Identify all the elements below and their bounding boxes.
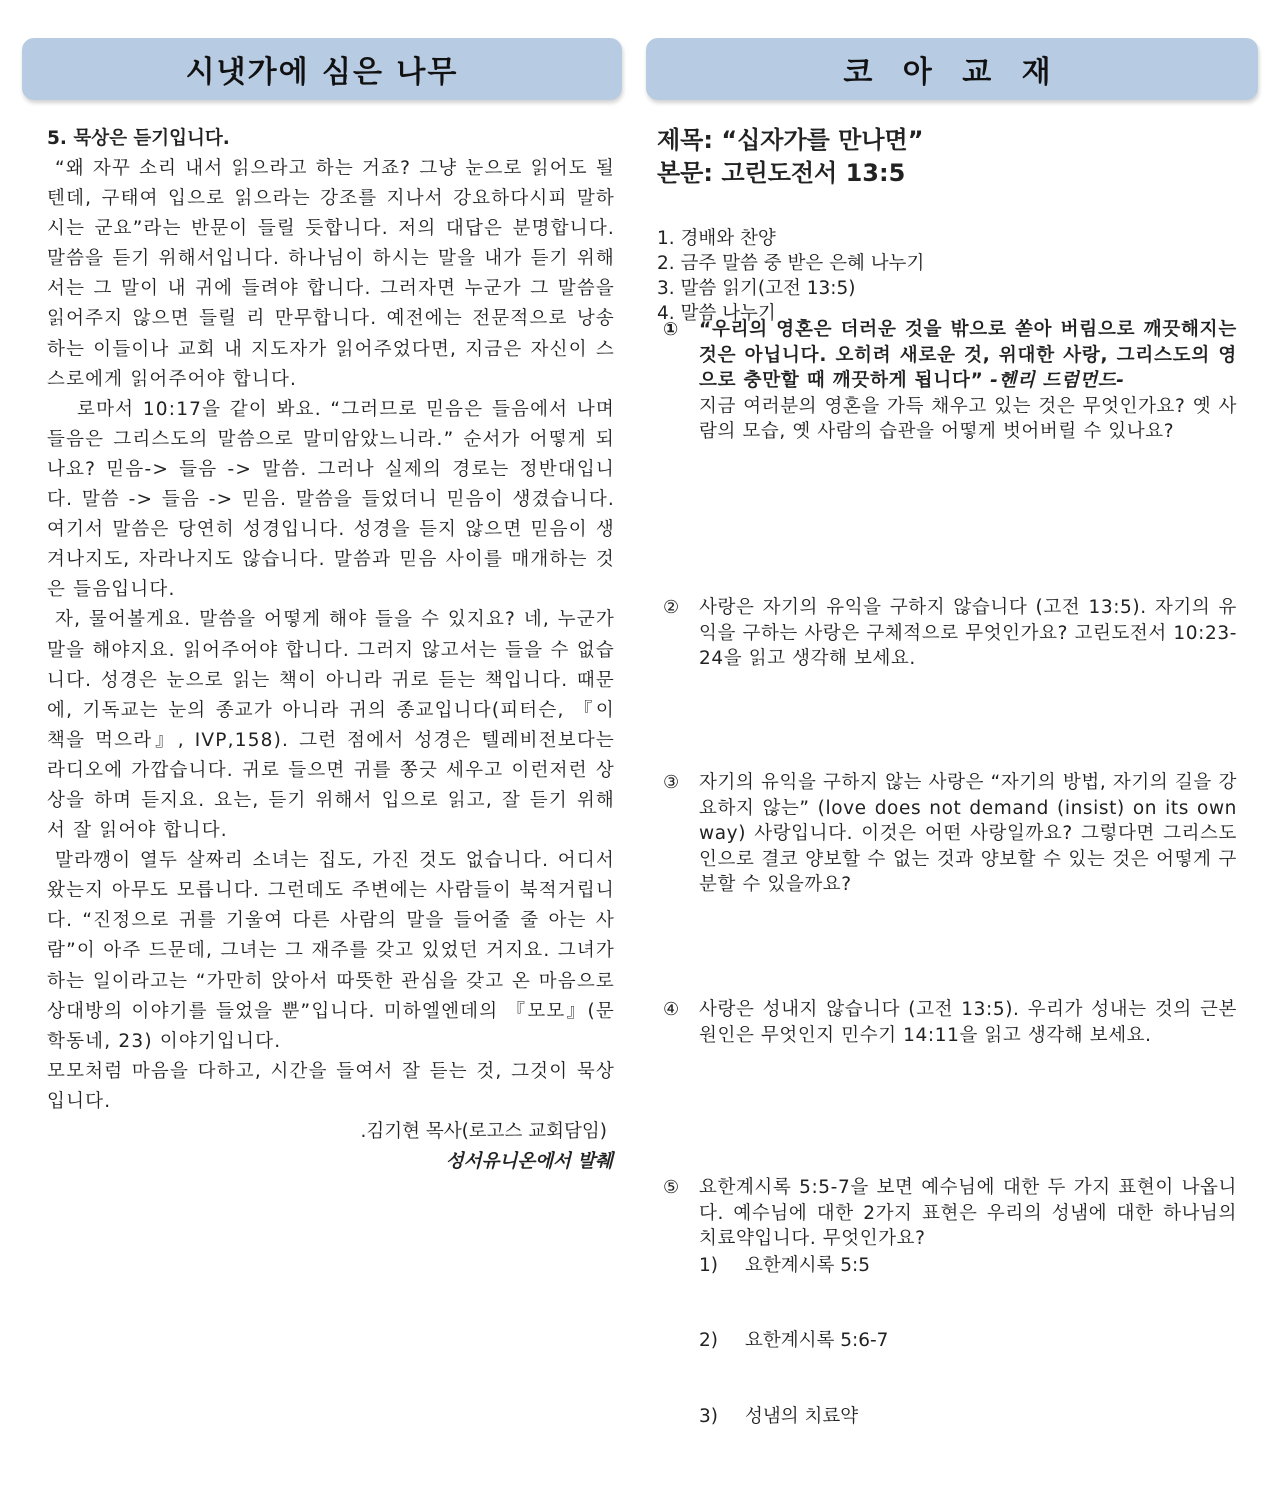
- question-text: 자기의 유익을 구하지 않는 사랑은 “자기의 방법, 자기의 길을 강요하지 않는” (love does not demand (insist) on its own way) 사랑입니다. 이것은 어떤 사랑일까요? 그렇다면 그리스도인으로 결코 양보할 수 없는 것과 양보할 수 있는 것은 어떻게 구분할 수 있을까요?: [699, 772, 1237, 895]
- lesson-scripture: 본문: 고린도전서 13:5: [657, 159, 906, 187]
- article-paragraph: 자, 물어볼게요. 말씀을 어떻게 해야 들을 수 있지요? 네, 누군가 말을 해야지요. 읽어주어야 합니다. 그러지 않고서는 들을 수 없습니다. 성경은 눈으로 읽는 책이 아니라 귀로 듣는 책입니다. 때문에, 기독교는 눈의 종교가 아니라 귀의 종교입니다(피터슨, 『이 책을 먹으라』, IVP,158). 그런 점에서 성경은 텔레비전보다는 라디오에 가깝습니다. 귀로 들으면 귀를 쫑긋 세우고 이런저런 상상을 하며 듣지요. 요는, 듣기 위해서 입으로 읽고, 잘 듣기 위해서 잘 읽어야 합니다.: [47, 609, 615, 842]
- sub-item: [699, 1402, 858, 1428]
- sub-item-label: 요한계시록 5:6-7: [745, 1330, 889, 1351]
- question-number: ④: [663, 999, 680, 1020]
- article-paragraph: “왜 자꾸 소리 내서 읽으라고 하는 거죠? 그냥 눈으로 읽어도 될 텐데, 구태여 입으로 읽으라는 강조를 지나서 강요하다시피 말하시는 군요”라는 반문이 들릴 듯합니다. 저의 대답은 분명합니다. 말씀을 듣기 위해서입니다. 하나님이 하시는 말을 내가 듣기 위해서는 그 말이 내 귀에 들려야 합니다. 그러자면 누군가 그 말씀을 읽어주지 않으면 들릴 리 만무합니다. 예전에는 전문적으로 낭송하는 이들이나 교회 내 지도자가 읽어주었다면, 지금은 자신이 스스로에게 읽어주어야 합니다.: [47, 158, 615, 390]
- question-number: ①: [663, 319, 679, 340]
- sub-item-label: 요한계시록 5:5: [745, 1255, 871, 1276]
- article-paragraph: 모모처럼 마음을 다하고, 시간을 들여서 잘 듣는 것, 그것이 묵상입니다.: [47, 1060, 615, 1112]
- question-number: ②: [663, 597, 680, 618]
- article-paragraph: 로마서 10:17을 같이 봐요. “그러므로 믿음은 들음에서 나며 들음은 그리스도의 말씀으로 말미암았느니라.” 순서가 어떻게 되나요? 믿음-> 들음 -> 말씀. 그러나 실제의 경로는 정반대입니다. 말씀 -> 들음 -> 믿음. 말씀을 들었더니 믿음이 생겼습니다. 여기서 말씀은 당연히 성경입니다. 성경을 듣지 않으면 믿음이 생겨나지도, 자라나지도 않습니다. 말씀과 믿음 사이를 매개하는 것은 들음입니다.: [47, 398, 615, 601]
- lesson-title: 제목: “십자가를 만나면”: [657, 126, 924, 154]
- article-paragraph: 말라깽이 열두 살짜리 소녀는 집도, 가진 것도 없습니다. 어디서 왔는지 아무도 모릅니다. 그런데도 주변에는 사람들이 북적거립니다. “진정으로 귀를 기울여 다른 사람의 말을 들어줄 줄 아는 사람”이 아주 드문데, 그녀는 그 재주를 갖고 있었던 거지요. 그녀가 하는 일이라고는 “가만히 앉아서 따뜻한 관심을 갖고 온 마음으로 상대방의 이야기를 들었을 뿐”입니다. 미하엘엔데의 『모모』(문학동네, 23) 이야기입니다.: [47, 850, 615, 1052]
- service-order-list: [657, 226, 1237, 326]
- left-section-title: 시냇가에 심은 나무: [185, 55, 459, 90]
- question-number: ⑤: [663, 1177, 680, 1198]
- question-text: 사랑은 성내지 않습니다 (고전 13:5). 우리가 성내는 것의 근본 원인은 무엇인지 민수기 14:11을 읽고 생각해 보세요.: [699, 999, 1237, 1046]
- service-order-item: 3. 말씀 읽기(고전 13:5): [657, 278, 856, 299]
- question-text: 지금 여러분의 영혼을 가득 채우고 있는 것은 무엇인가요? 옛 사람의 모습, 옛 사람의 습관을 어떻게 벗어버릴 수 있나요?: [699, 395, 1237, 442]
- article-signature: .김기현 목사(로고스 교회담임): [360, 1121, 607, 1142]
- question-quote: “우리의 영혼은 더러운 것을 밖으로 쏟아 버림으로 깨끗해지는 것은 아닙니다. 오히려 새로운 것, 위대한 사랑, 그리스도의 영으로 충만할 때 깨끗하게 됩니다”: [699, 319, 1237, 391]
- sub-item-number: 3): [699, 1406, 718, 1427]
- discussion-question-1: [657, 317, 1237, 445]
- article-source: 성서유니온에서 발췌: [445, 1151, 613, 1173]
- sub-item: [699, 1326, 888, 1352]
- quote-author: -헨리 드럼먼드-: [990, 370, 1125, 391]
- article-heading: 5. 묵상은 듣기입니다.: [47, 128, 230, 149]
- sub-item-number: 1): [699, 1255, 718, 1276]
- meditation-article: [47, 124, 615, 1177]
- right-section-title: 코 아 교 재: [843, 55, 1061, 90]
- question-text: 사랑은 자기의 유익을 구하지 않습니다 (고전 13:5). 자기의 유익을 구하는 사랑은 구체적으로 무엇인가요? 고린도전서 10:23-24을 읽고 생각해 보세요.: [699, 597, 1237, 669]
- sub-item: [699, 1251, 870, 1277]
- service-order-item: 1. 경배와 찬양: [657, 228, 776, 249]
- discussion-question-4: [657, 997, 1237, 1048]
- lesson-column: [657, 124, 1237, 1427]
- sub-item-number: 2): [699, 1330, 718, 1351]
- discussion-question-3: [657, 770, 1237, 898]
- question-text: 요한계시록 5:5-7을 보면 예수님에 대한 두 가지 표현이 나옵니다. 예수님에 대한 2가지 표현은 우리의 성냄에 대한 하나님의 치료약입니다. 무엇인가요?: [699, 1177, 1237, 1249]
- service-order-item: 2. 금주 말씀 중 받은 은혜 나누기: [657, 253, 925, 274]
- left-section-banner: [22, 38, 622, 100]
- discussion-question-2: [657, 595, 1237, 672]
- discussion-question-5: [657, 1175, 1237, 1252]
- question-number: ③: [663, 772, 680, 793]
- sub-item-label: 성냄의 치료약: [745, 1406, 859, 1427]
- right-section-banner: [646, 38, 1258, 100]
- service-order-item: 4. 말씀 나누기: [657, 303, 776, 324]
